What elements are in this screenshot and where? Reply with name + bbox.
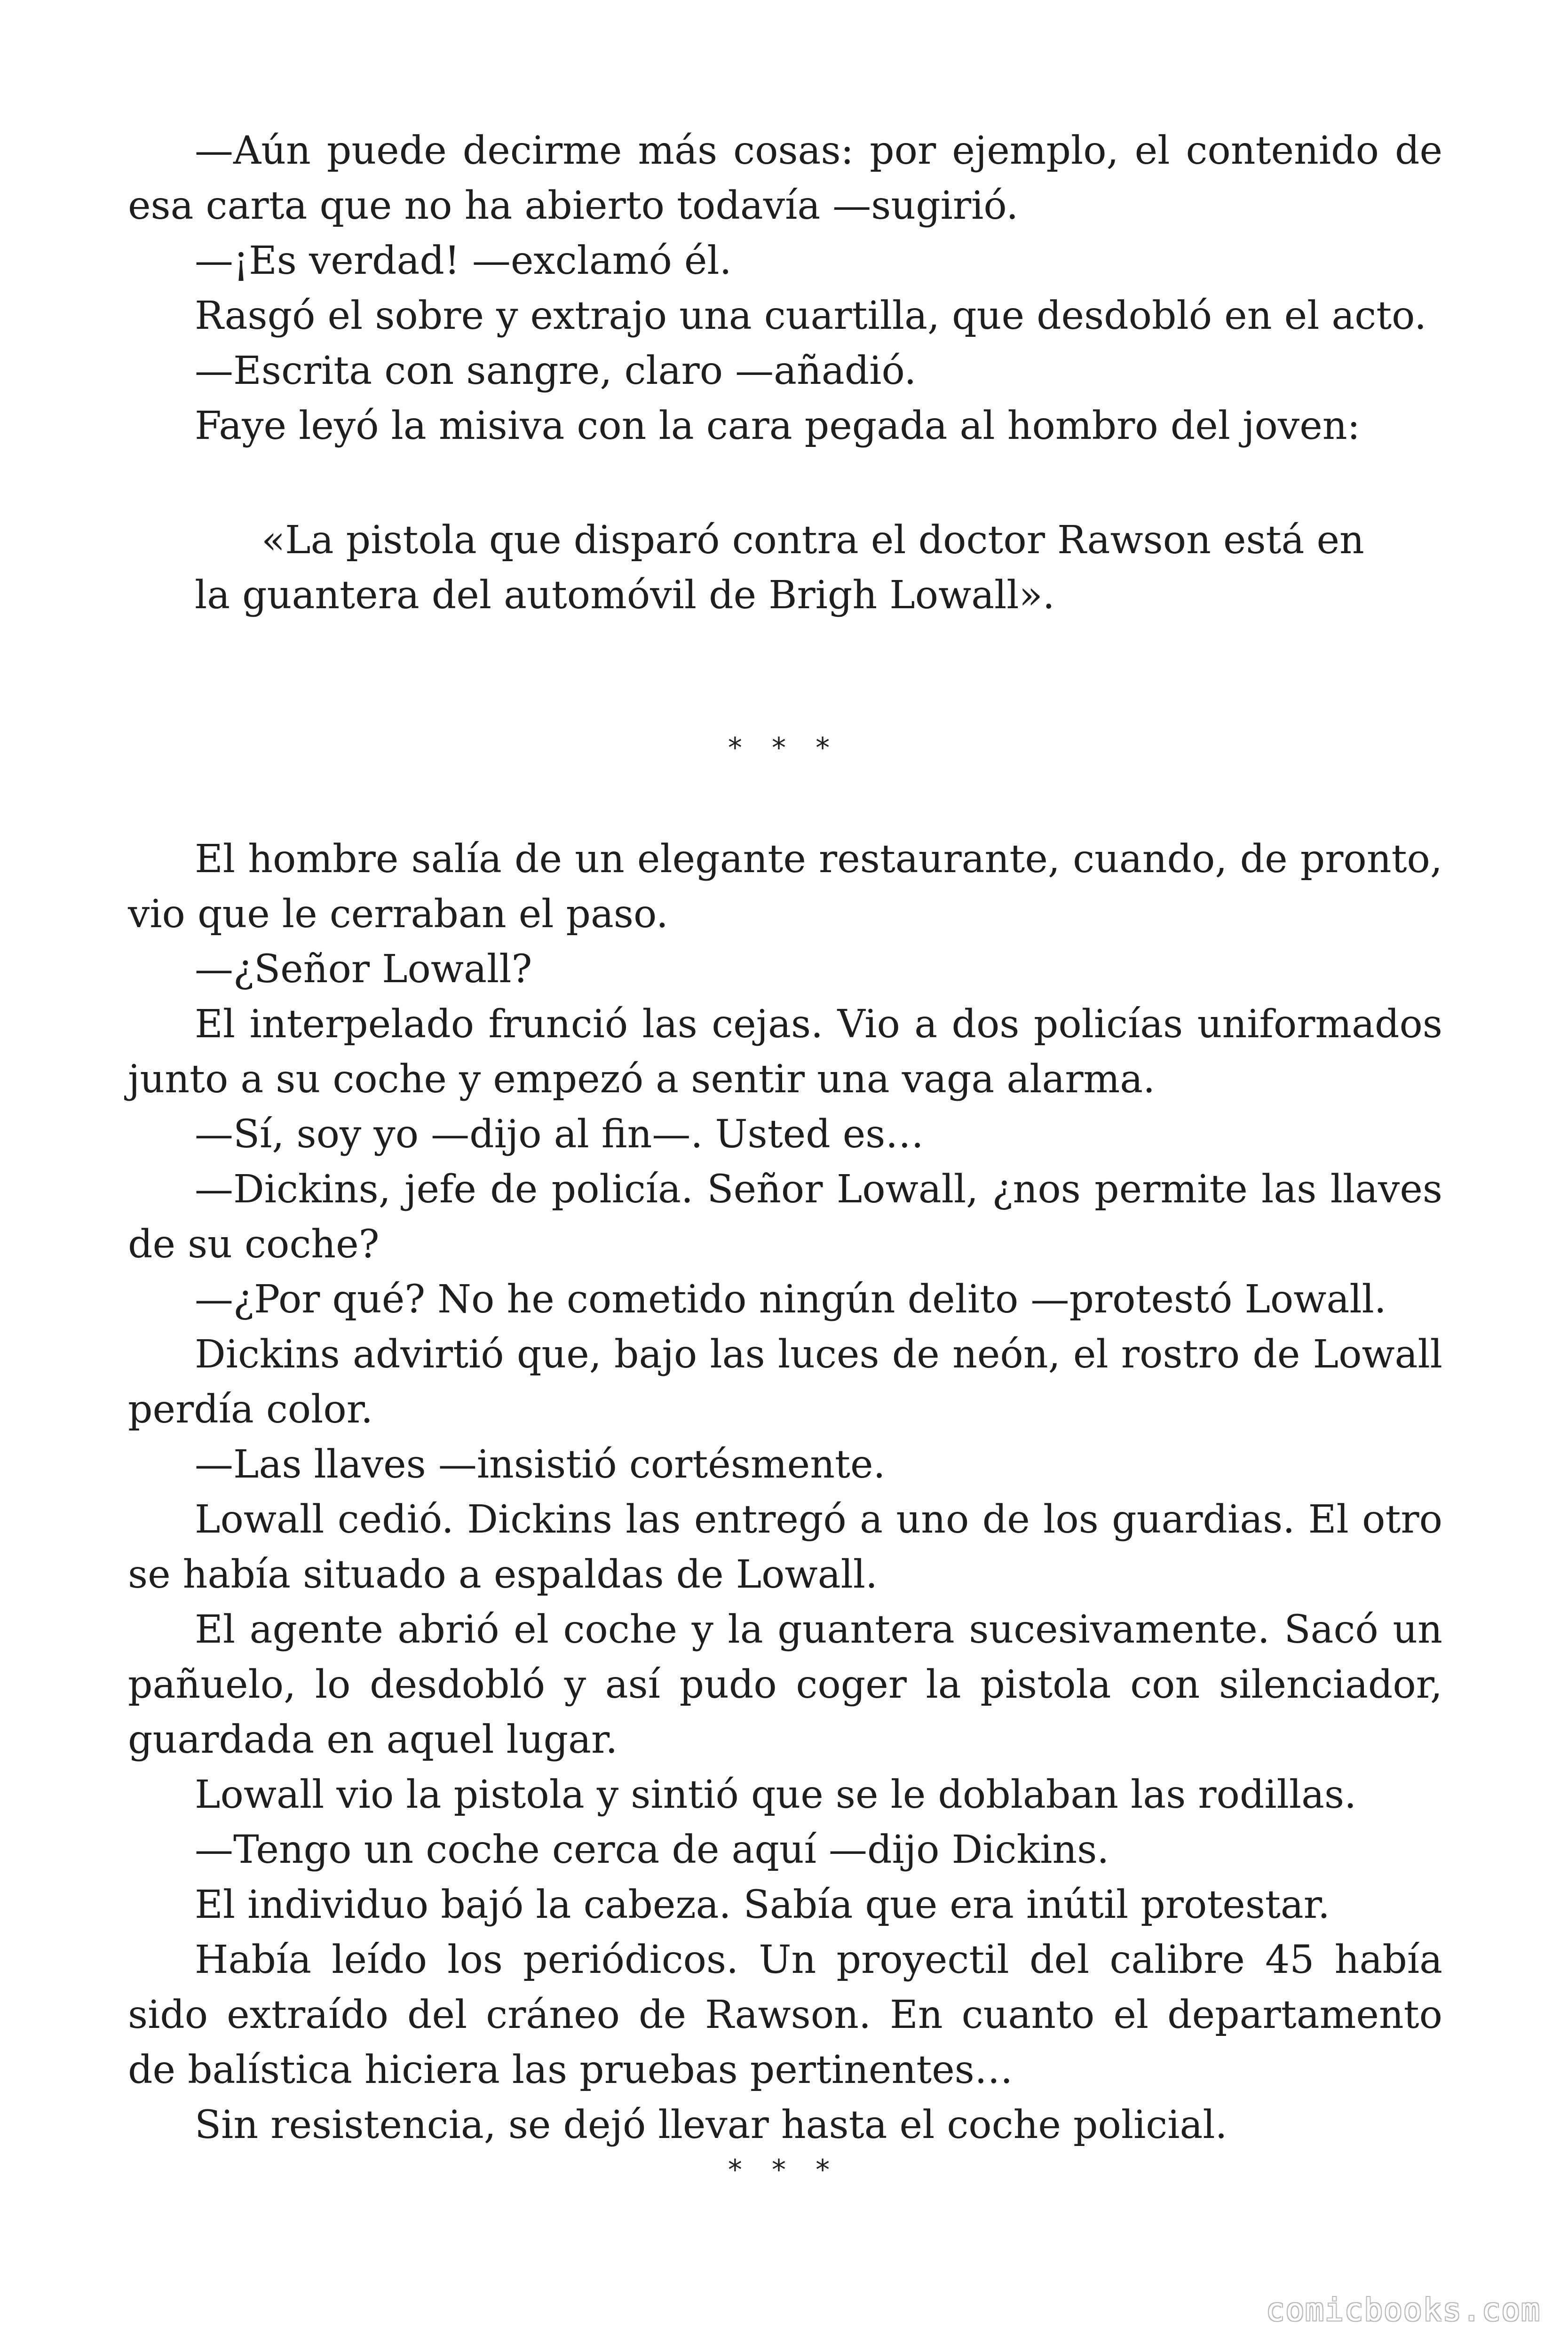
paragraph: Había leído los periódicos. Un proyectil del calibre 45 había sido extraído del cráneo de Rawson. En cuanto el departamento de balística hiciera las pruebas pertinentes… xyxy=(128,1938,1442,2092)
paragraph: —¡Es verdad! —exclamó él. xyxy=(195,238,732,283)
paragraph: El individuo bajó la cabeza. Sabía que era inútil protestar. xyxy=(195,1883,1330,1927)
paragraph: Faye leyó la misiva con la cara pegada al hombro del joven: xyxy=(195,404,1361,448)
paragraph: —Aún puede decirme más cosas: por ejemplo, el contenido de esa carta que no ha abierto todavía —sugirió. xyxy=(128,128,1442,228)
paragraph: El hombre salía de un elegante restaurante, cuando, de pronto, vio que le cerraban el paso. xyxy=(128,837,1442,937)
paragraph: Rasgó el sobre y extrajo una cuartilla, que desdobló en el acto. xyxy=(195,294,1427,338)
letter-text: «La pistola que disparó contra el doctor Rawson está en la guantera del automóvil de Brigh Lowall». xyxy=(195,518,1364,618)
watermark: comicbooks.com xyxy=(1266,2292,1541,2328)
paragraph: El interpelado frunció las cejas. Vio a dos policías uniformados junto a su coche y empezó a sentir una vaga alarma. xyxy=(128,1002,1442,1102)
paragraph: Sin resistencia, se dejó llevar hasta el coche policial. xyxy=(195,2103,1227,2147)
paragraph: —Sí, soy yo —dijo al fin—. Usted es… xyxy=(195,1112,924,1157)
text-block-1 xyxy=(128,123,1442,453)
paragraph: —Dickins, jefe de policía. Señor Lowall, ¿nos permite las llaves de su coche? xyxy=(128,1167,1442,1267)
paragraph: Lowall vio la pistola y sintió que se le doblaban las rodillas. xyxy=(195,1772,1357,1817)
paragraph: —¿Señor Lowall? xyxy=(195,947,532,992)
paragraph: —¿Por qué? No he cometido ningún delito —protestó Lowall. xyxy=(195,1277,1386,1322)
quoted-letter xyxy=(195,513,1399,623)
paragraph: Lowall cedió. Dickins las entregó a uno de los guardias. El otro se había situado a espaldas de Lowall. xyxy=(128,1497,1442,1597)
paragraph: Dickins advirtió que, bajo las luces de neón, el rostro de Lowall perdía color. xyxy=(128,1332,1442,1432)
paragraph: —Tengo un coche cerca de aquí —dijo Dickins. xyxy=(195,1828,1109,1872)
paragraph: —Las llaves —insistió cortésmente. xyxy=(195,1442,886,1487)
paragraph: El agente abrió el coche y la guantera sucesivamente. Sacó un pañuelo, lo desdobló y así pudo coger la pistola con silenciador, guardada en aquel lugar. xyxy=(128,1607,1442,1762)
section-separator: * * * xyxy=(728,2153,840,2186)
section-separator: * * * xyxy=(728,731,840,764)
paragraph: —Escrita con sangre, claro —añadió. xyxy=(195,349,917,393)
text-block-2 xyxy=(128,832,1442,2153)
